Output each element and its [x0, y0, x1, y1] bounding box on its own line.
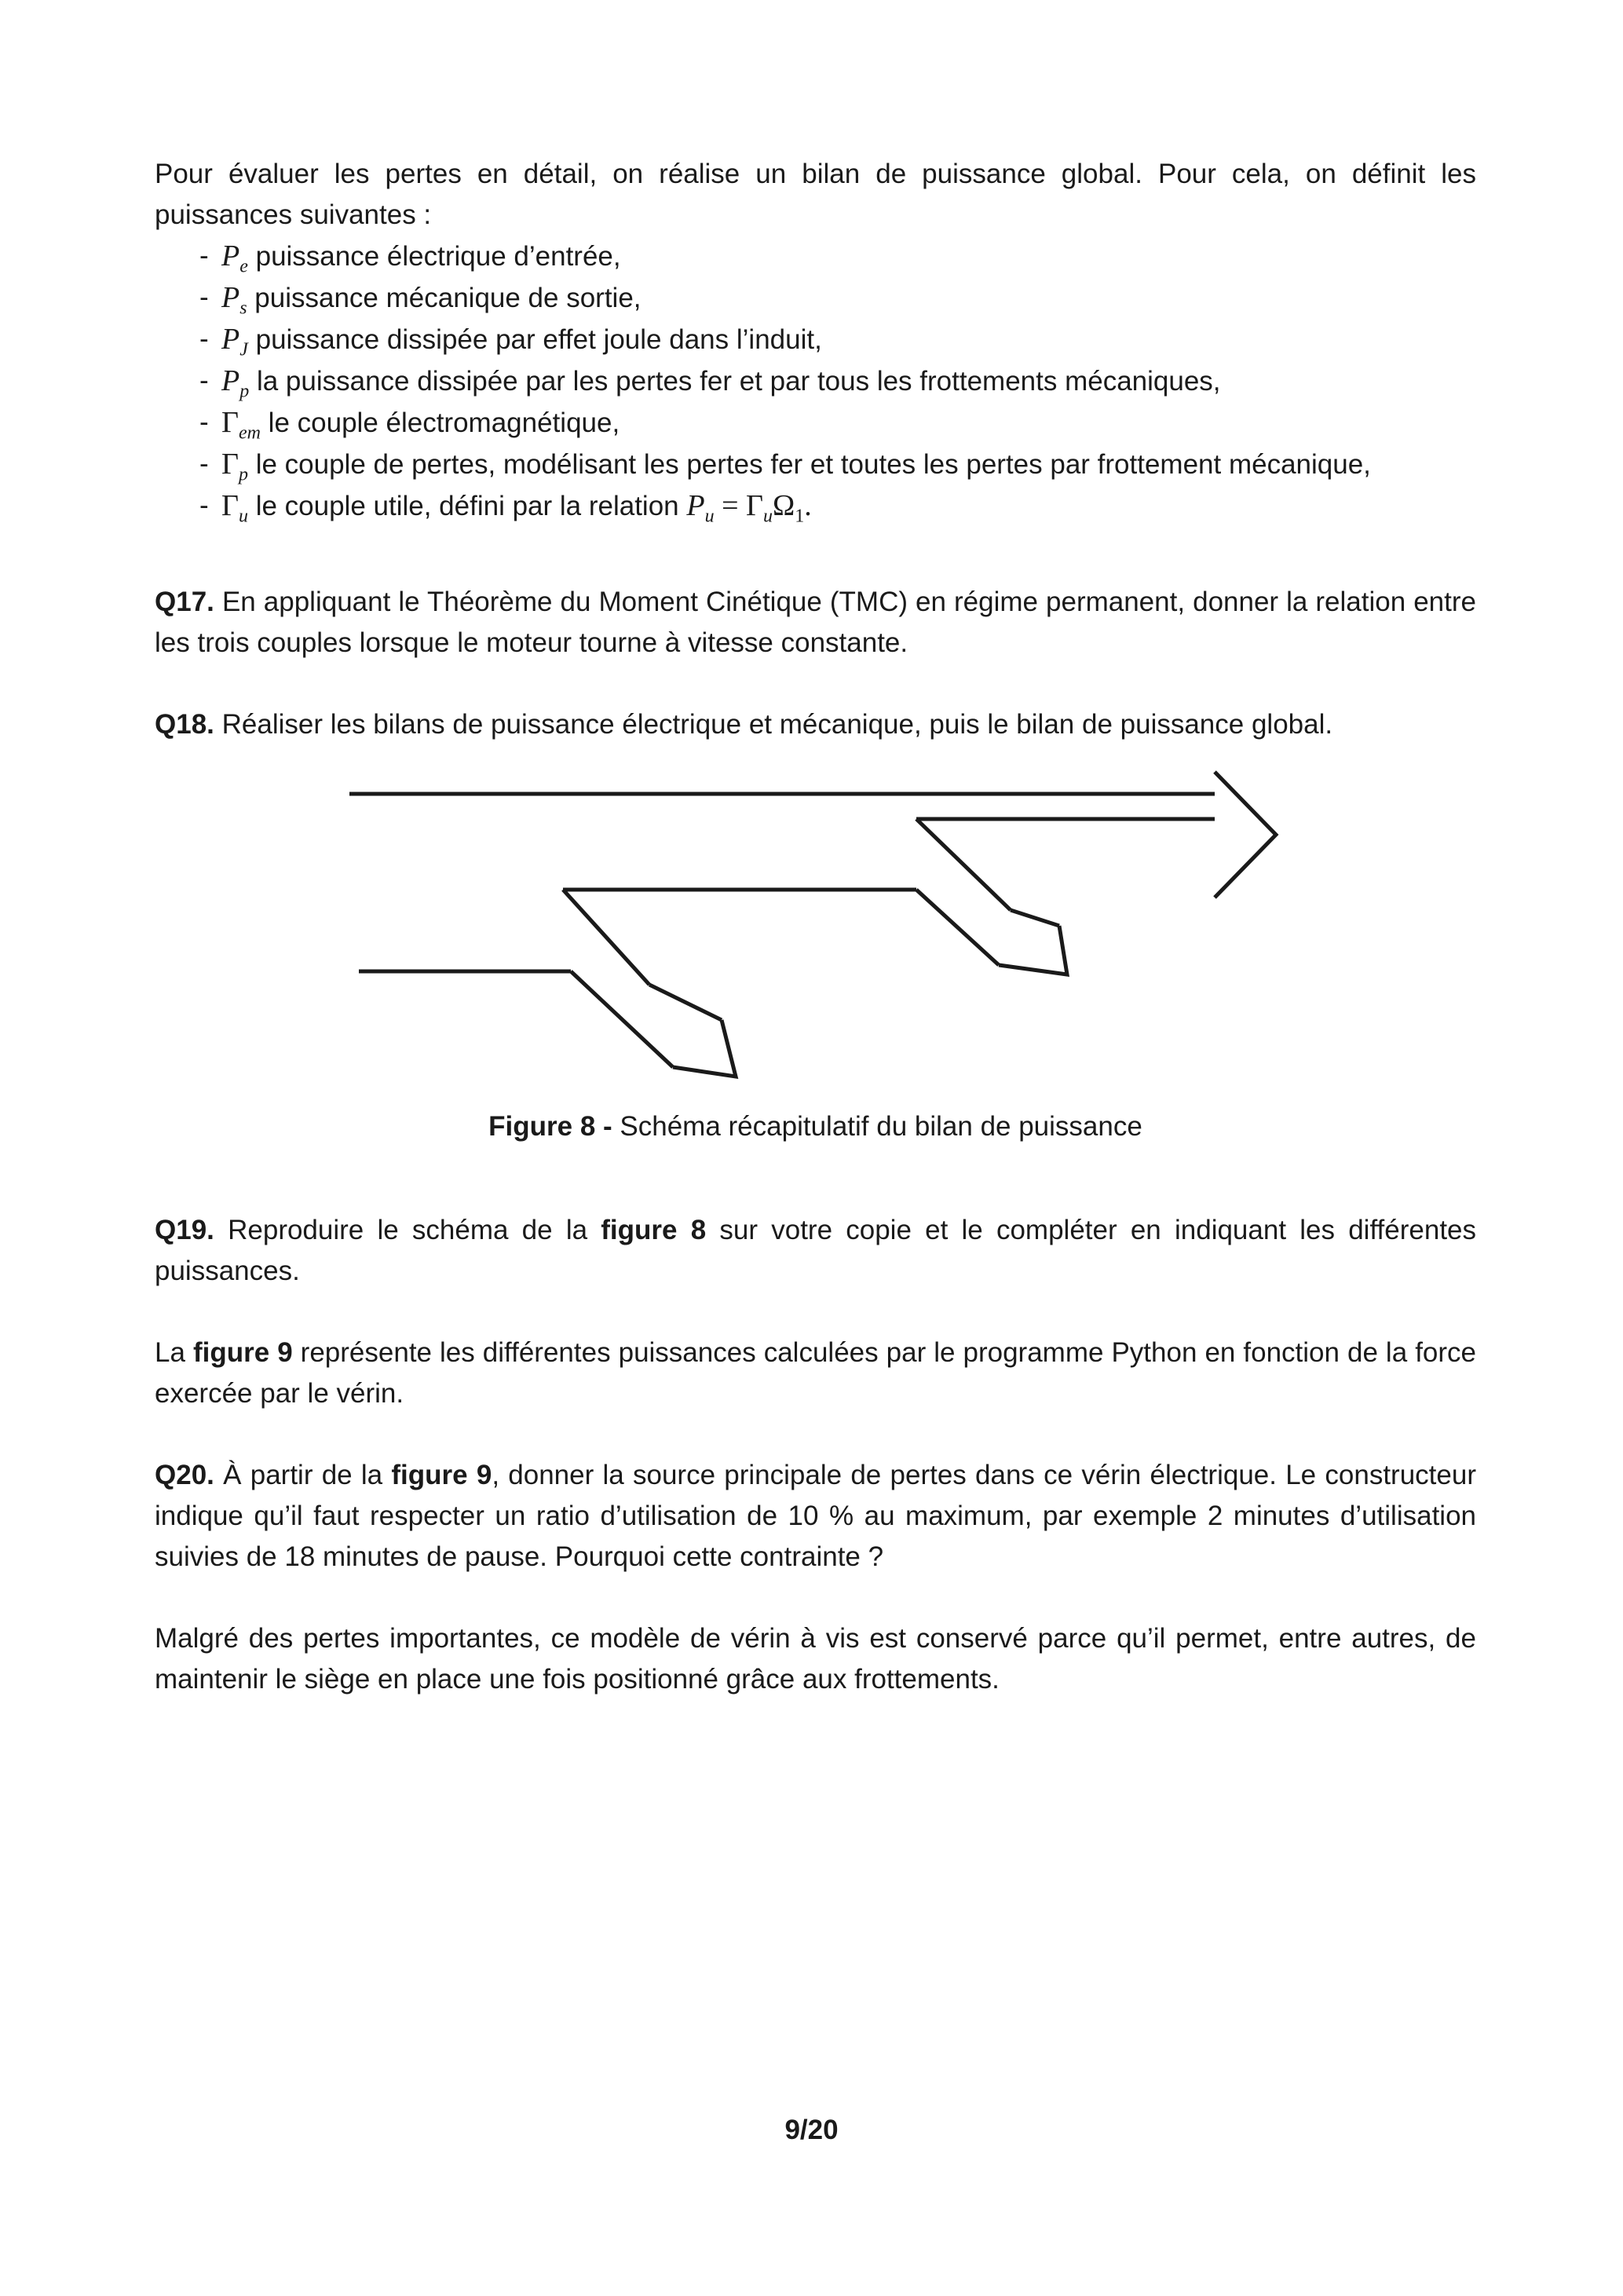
symbol-pe: $P_e$: [221, 239, 248, 277]
definition-item: - $\Gamma_u$ le couple utile, défini par la relation $P_u = \Gamma_u\Omega_1$.: [199, 489, 812, 527]
page-body: [155, 154, 1476, 1700]
closing-paragraph: Malgré des pertes importantes, ce modèle de vérin à vis est conservé parce qu’il permet, entre autres, de maintenir le siège en place une fois positionné grâce aux frottements.: [155, 1623, 1476, 1695]
definitions-list: [155, 236, 1476, 527]
definition-item: - $P_J$ puissance dissipée par effet joule dans l’induit,: [199, 323, 822, 360]
definition-item: - $P_s$ puissance mécanique de sortie,: [199, 281, 642, 319]
figure-8: [155, 769, 1476, 1106]
definition-item: - $P_e$ puissance électrique d’entrée,: [199, 239, 621, 277]
loss-arrow-1-lower: [571, 971, 673, 1067]
definition-item: - $\Gamma_{em}$ le couple électromagnétique,: [199, 406, 620, 444]
relation-formula: $P_u = \Gamma_u\Omega_1$.: [686, 489, 812, 527]
definition-item: - $\Gamma_p$ le couple de pertes, modélisant les pertes fer et toutes les pertes par frottement mécanique,: [199, 448, 1371, 485]
figure-9-paragraph: La figure 9 représente les différentes puissances calculées par le programme Python en fonction de la force exercée par le vérin.: [155, 1337, 1477, 1409]
main-arrowhead: [1215, 772, 1276, 898]
symbol-gamma-u: $\Gamma_u$: [221, 489, 248, 527]
loss-arrowhead-2: [999, 926, 1067, 974]
definition-item: - $P_p$ la puissance dissipée par les pertes fer et par tous les frottements mécaniques,: [199, 364, 1221, 402]
symbol-gamma-p: $\Gamma_p$: [221, 448, 248, 485]
page-number: 9/20: [784, 2115, 839, 2145]
symbol-ps: $P_s$: [221, 281, 247, 319]
question-q17: Q17. En appliquant le Théorème du Moment Cinétique (TMC) en régime permanent, donner la relation entre les trois couples lorsque le moteur tourne à vitesse constante.: [155, 587, 1476, 658]
loss-arrow-2-upper: [916, 819, 1011, 910]
question-q18: Q18. Réaliser les bilans de puissance électrique et mécanique, puis le bilan de puissance global.: [155, 709, 1333, 740]
symbol-gamma-em: $\Gamma_{em}$: [221, 406, 261, 444]
loss-arrowhead-1: [673, 1020, 736, 1077]
power-balance-diagram: [155, 769, 1476, 1106]
figure-8-caption: Figure 8 - Schéma récapitulatif du bilan de puissance: [488, 1111, 1142, 1142]
question-q19: Q19. Reproduire le schéma de la figure 8 sur votre copie et le compléter en indiquant les différentes puissances.: [155, 1215, 1477, 1286]
symbol-pp: $P_p$: [221, 364, 250, 402]
question-q20: Q20. À partir de la figure 9, donner la source principale de pertes dans ce vérin électrique. Le constructeur indique qu’il faut respecter un ratio d’utilisation de 10 % au maximum, par exemple 2 minutes d’utilisation suivies de 18 minutes de pause. Pourquoi cette contrainte ?: [155, 1460, 1476, 1572]
loss-arrow-2-lower: [916, 890, 999, 965]
symbol-pj: $P_J$: [221, 323, 248, 360]
intro-paragraph: Pour évaluer les pertes en détail, on réalise un bilan de puissance global. Pour cela, on définit les puissances suivantes :: [155, 159, 1476, 230]
loss-arrow-1-upper: [563, 890, 649, 985]
